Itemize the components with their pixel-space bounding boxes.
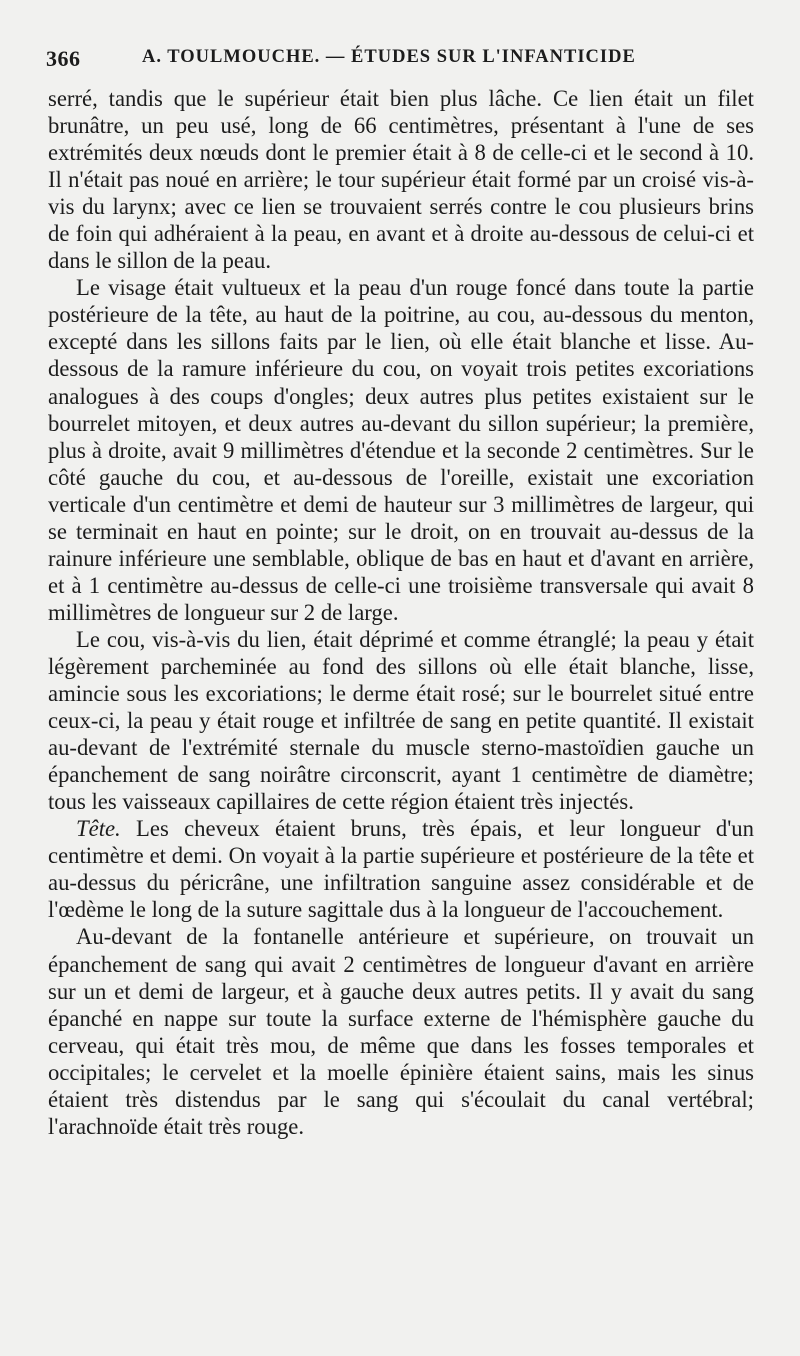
paragraph-text: serré, tandis que le supérieur était bien plus lâche. Ce lien était un filet brunâtre, un peu usé, long de 66 centimètres, présentant à l'une de ses extrémités deux nœuds dont le premier était à 8 de celle-ci et le second à 10. Il n'était pas noué en arrière; le tour supérieur était formé par un croisé vis-à-vis du larynx; avec ce lien se trouvaient serrés contre le cou plusieurs brins de foin qui adhéraient à la peau, en avant et à droite au-dessous de celui-ci et dans le sillon de la peau.	[48, 86, 754, 274]
paragraph-text: Le visage était vultueux et la peau d'un rouge foncé dans toute la partie postérieure de la tête, au haut de la poitrine, au cou, au-dessous du menton, excepté dans les sillons faits par le lien, où elle était blanche et lisse. Au-dessous de la ramure inférieure du cou, on voyait trois petites excoriations analogues à des coups d'ongles; deux autres plus petites existaient sur le bourrelet mitoyen, et deux autres au-devant du sillon supérieur; la première, plus à droite, avait 9 millimètres d'étendue et la seconde 2 centimètres. Sur le côté gauche du cou, et au-dessous de l'oreille, existait une excoriation verticale d'un centimètre et demi de hauteur sur 3 millimètres de largeur, qui se terminait en haut en pointe; sur le droit, on en trouvait au-dessus de la rainure inférieure une semblable, oblique de bas en haut et d'avant en arrière, et à 1 centimètre au-dessus de celle-ci une troisième transversale qui avait 8 millimètres de longueur sur 2 de large.	[48, 275, 754, 625]
paragraph-continued	[48, 85, 754, 274]
paragraph-head	[48, 815, 754, 923]
page-header	[46, 42, 766, 76]
paragraph-face	[48, 274, 754, 626]
paragraph-text: Les cheveux étaient bruns, très épais, et leur longueur d'un centimètre et demi. On voyait à la partie supérieure et postérieure de la tête et au-dessus du péricrâne, une infiltration sanguine assez considérable et de l'œdème le long de la suture sagittale dus à la longueur de l'accouchement.	[48, 816, 754, 923]
running-head: A. TOULMOUCHE. — ÉTUDES SUR L'INFANTICIDE	[142, 47, 636, 67]
body-text	[48, 85, 754, 1140]
section-run-in-heading: Tête.	[76, 816, 121, 842]
page-number: 366	[46, 46, 81, 71]
paragraph-fontanelle	[48, 923, 754, 1139]
paragraph-text: Le cou, vis-à-vis du lien, était déprimé et comme étranglé; la peau y était légèrement parcheminée au fond des sillons où elle était blanche, lisse, amincie sous les excoriations; le derme était rosé; sur le bourrelet situé entre ceux-ci, la peau y était rouge et infiltrée de sang en petite quantité. Il existait au-devant de l'extrémité sternale du muscle sterno-mastoïdien gauche un épanchement de sang noirâtre circonscrit, ayant 1 centimètre de diamètre; tous les vaisseaux capillaires de cette région étaient très injectés.	[48, 626, 754, 815]
paragraph-text: Au-devant de la fontanelle antérieure et supérieure, on trouvait un épanchement de sang qui avait 2 centimètres de longueur d'avant en arrière sur un et demi de largeur, et à gauche deux autres petits. Il y avait du sang épanché en nappe sur toute la surface externe de l'hémisphère gauche du cerveau, qui était très mou, de même que dans les fosses temporales et occipitales; le cervelet et la moelle épinière étaient sains, mais les sinus étaient très distendus par le sang qui s'écoulait du canal vertébral; l'arachnoïde était très rouge.	[48, 924, 754, 1139]
paragraph-neck	[48, 626, 754, 815]
